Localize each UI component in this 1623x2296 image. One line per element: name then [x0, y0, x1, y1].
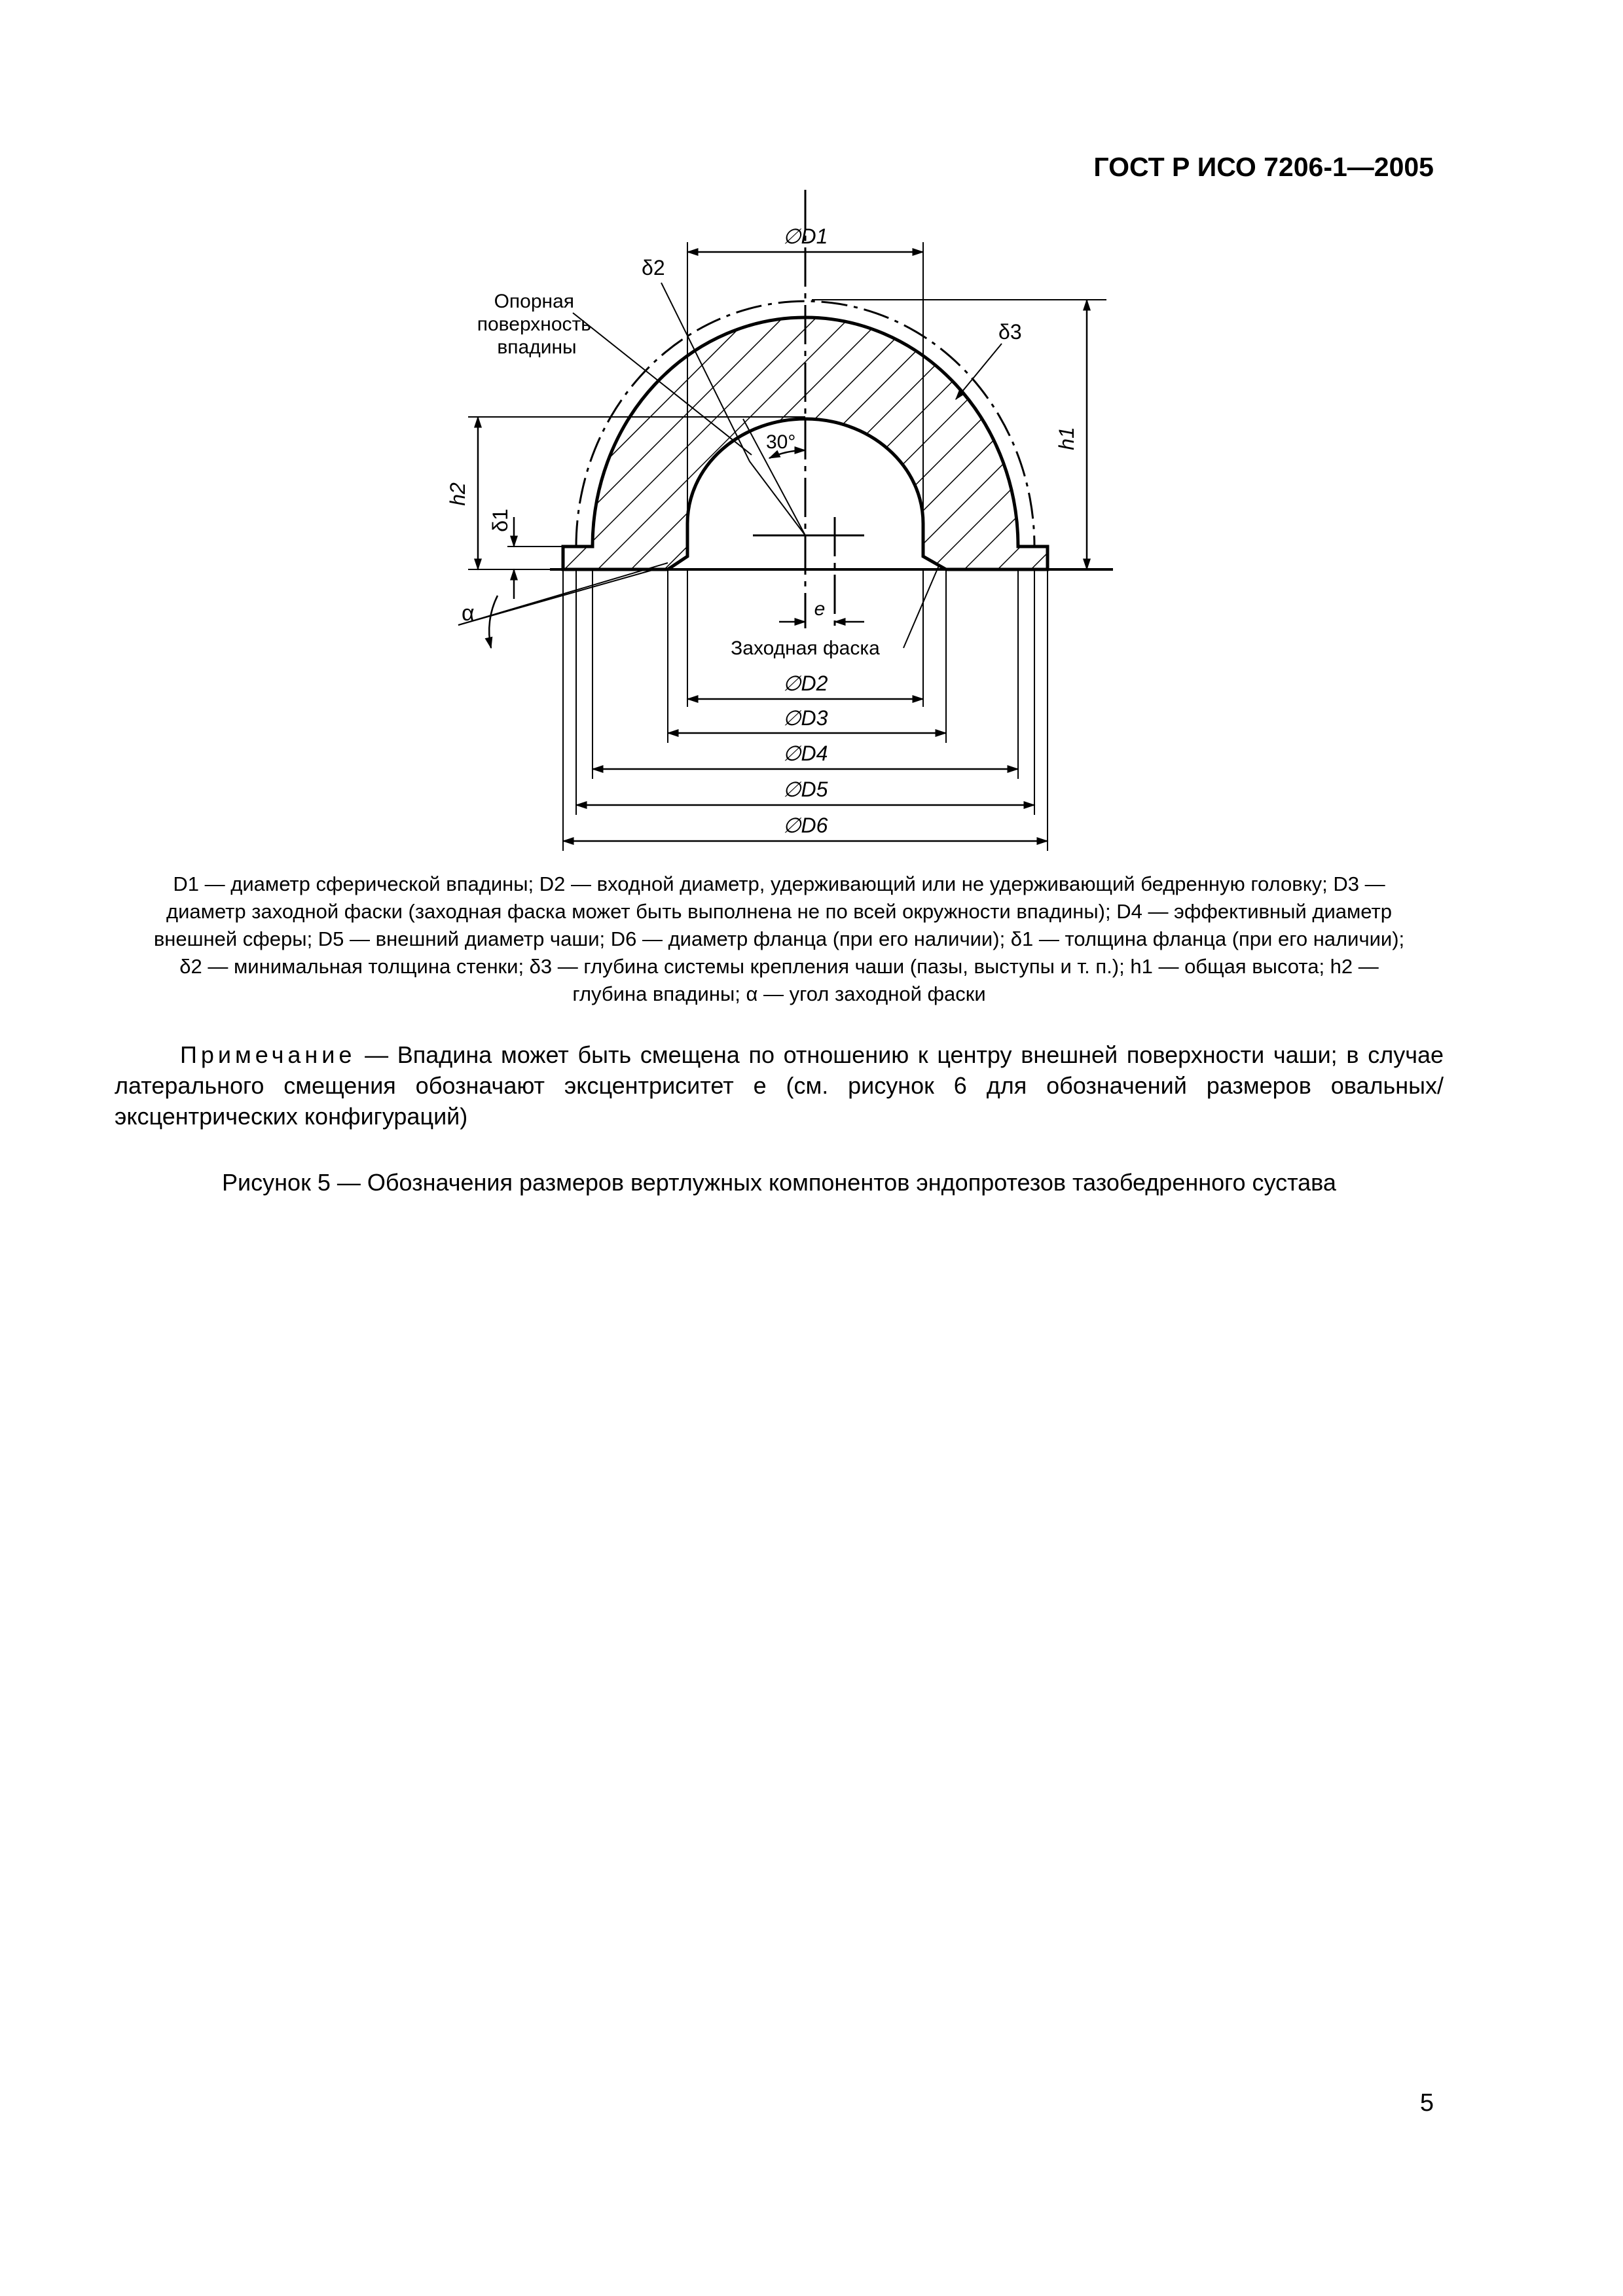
cup-dimension-drawing	[0, 0, 1623, 864]
delta3-label: δ3	[998, 320, 1022, 344]
note-lead: Примечание	[180, 1041, 356, 1068]
legend-line: диаметр заходной фаски (заходная фаска может быть выполнена не по всей окружности впадины); D4 — эффективный диаметр	[166, 900, 1392, 923]
legend-line: внешней сферы; D5 — внешний диаметр чаши; D6 — диаметр фланца (при его наличии); δ1 — толщина фланца (при его наличии);	[153, 927, 1405, 950]
delta1-label: δ1	[488, 509, 512, 532]
d6-label: ∅D6	[782, 814, 828, 837]
alpha-label: α	[462, 601, 475, 626]
note-text: — Впадина может быть смещена по отношению к центру внешней поверхности чаши; в случае латерального смещения обозначают эксцентриситет e (см. рисунок 6 для обозначений размеров овальных/эксцентрических конфигураций)	[115, 1041, 1444, 1130]
figure-legend	[115, 870, 1444, 1008]
legend-line: D1 — диаметр сферической впадины; D2 — входной диаметр, удерживающий или не удерживающий бедренную головку; D3 —	[173, 872, 1385, 895]
support-surface-label: Опорная поверхность впадины	[477, 291, 591, 358]
delta2-label: δ2	[642, 256, 665, 279]
d5-label: ∅D5	[782, 778, 828, 801]
angle-label: 30°	[766, 431, 796, 453]
h1-label: h1	[1055, 427, 1078, 450]
page-number: 5	[1419, 2089, 1434, 2117]
d3-label: ∅D3	[782, 706, 828, 730]
chamfer-label: Заходная фаска	[731, 637, 880, 659]
note-paragraph	[115, 1039, 1444, 1132]
e-label: e	[814, 598, 826, 620]
d2-label: ∅D2	[782, 672, 828, 695]
legend-line: глубина впадины; α — угол заходной фаски	[572, 982, 986, 1005]
d4-label: ∅D4	[782, 742, 828, 765]
legend-line: δ2 — минимальная толщина стенки; δ3 — глубина системы крепления чаши (пазы, выступы и т. п.); h1 — общая высота; h2 —	[179, 955, 1379, 978]
h2-label: h2	[446, 482, 469, 506]
document-header: ГОСТ Р ИСО 7206-1—2005	[1093, 152, 1434, 182]
d1-label: ∅D1	[782, 224, 828, 248]
figure-caption: Рисунок 5 — Обозначения размеров вертлужных компонентов эндопротезов тазобедренного сустава	[222, 1169, 1336, 1196]
